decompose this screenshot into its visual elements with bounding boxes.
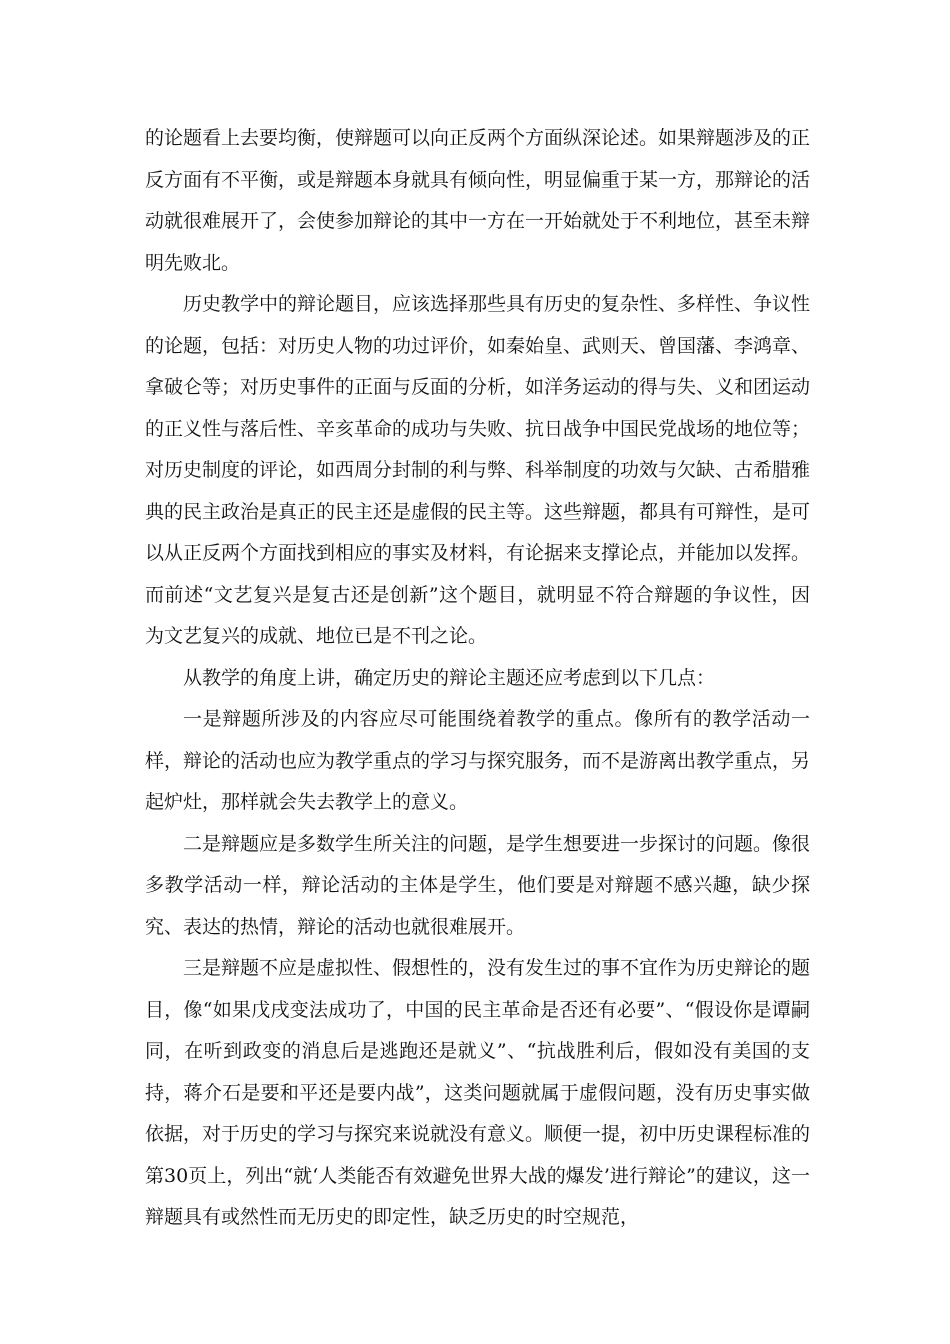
paragraph-3: 从教学的角度上讲，确定历史的辩论主题还应考虑到以下几点： <box>183 666 716 689</box>
paragraph-4: 一是辩题所涉及的内容应尽可能围绕着教学的重点。像所有的教学活动一样，辩论的活动也应为教学重点的学习与探究服务，而不是游离出教学重点，另起炉灶，那样就会失去教学上的意义。 <box>145 708 811 813</box>
paragraph-1: 的论题看上去要均衡，使辩题可以向正反两个方面纵深论述。如果辩题涉及的正反方面有不平衡，或是辩题本身就具有倾向性，明显偏重于某一方，那辩论的活动就很难展开了，会使参加辩论的其中一方在一开始就处于不利地位，甚至未辩明先败北。 <box>145 127 811 274</box>
document-body <box>145 118 810 1239</box>
paragraph-6: 三是辩题不应是虚拟性、假想性的，没有发生过的事不宜作为历史辩论的题目，像“如果戊戌变法成功了，中国的民主革命是否还有必要”、“假设你是谭嗣同，在听到政变的消息后是逃跑还是就义”、“抗战胜利后，假如没有美国的支持，蒋介石是要和平还是要内战”，这类问题就属于虚假问题，没有历史事实做依据，对于历史的学习与探究来说就没有意义。顺便一提，初中历史课程标准的第30页上，列出“就‘人类能否有效避免世界大战的爆发’进行辩论”的建议，这一辩题具有或然性而无历史的即定性，缺乏历史的时空规范， <box>145 957 811 1228</box>
paragraph-5: 二是辩题应是多数学生所关注的问题，是学生想要进一步探讨的问题。像很多教学活动一样，辩论活动的主体是学生，他们要是对辩题不感兴趣，缺少探究、表达的热情，辩论的活动也就很难展开。 <box>145 832 811 938</box>
paragraph-2: 历史教学中的辩论题目，应该选择那些具有历史的复杂性、多样性、争议性的论题，包括：对历史人物的功过评价，如秦始皇、武则天、曾国藩、李鸿章、拿破仑等；对历史事件的正面与反面的分析，如洋务运动的得与失、义和团运动的正义性与落后性、辛亥革命的成功与失败、抗日战争中国民党战场的地位等；对历史制度的评论，如西周分封制的利与弊、科举制度的功效与欠缺、古希腊雅典的民主政治是真正的民主还是虚假的民主等。这些辩题，都具有可辩性，是可以从正反两个方面找到相应的事实及材料，有论据来支撑论点，并能加以发挥。而前述“文艺复兴是复古还是创新”这个题目，就明显不符合辩题的争议性，因为文艺复兴的成就、地位已是不刊之论。 <box>145 293 811 647</box>
